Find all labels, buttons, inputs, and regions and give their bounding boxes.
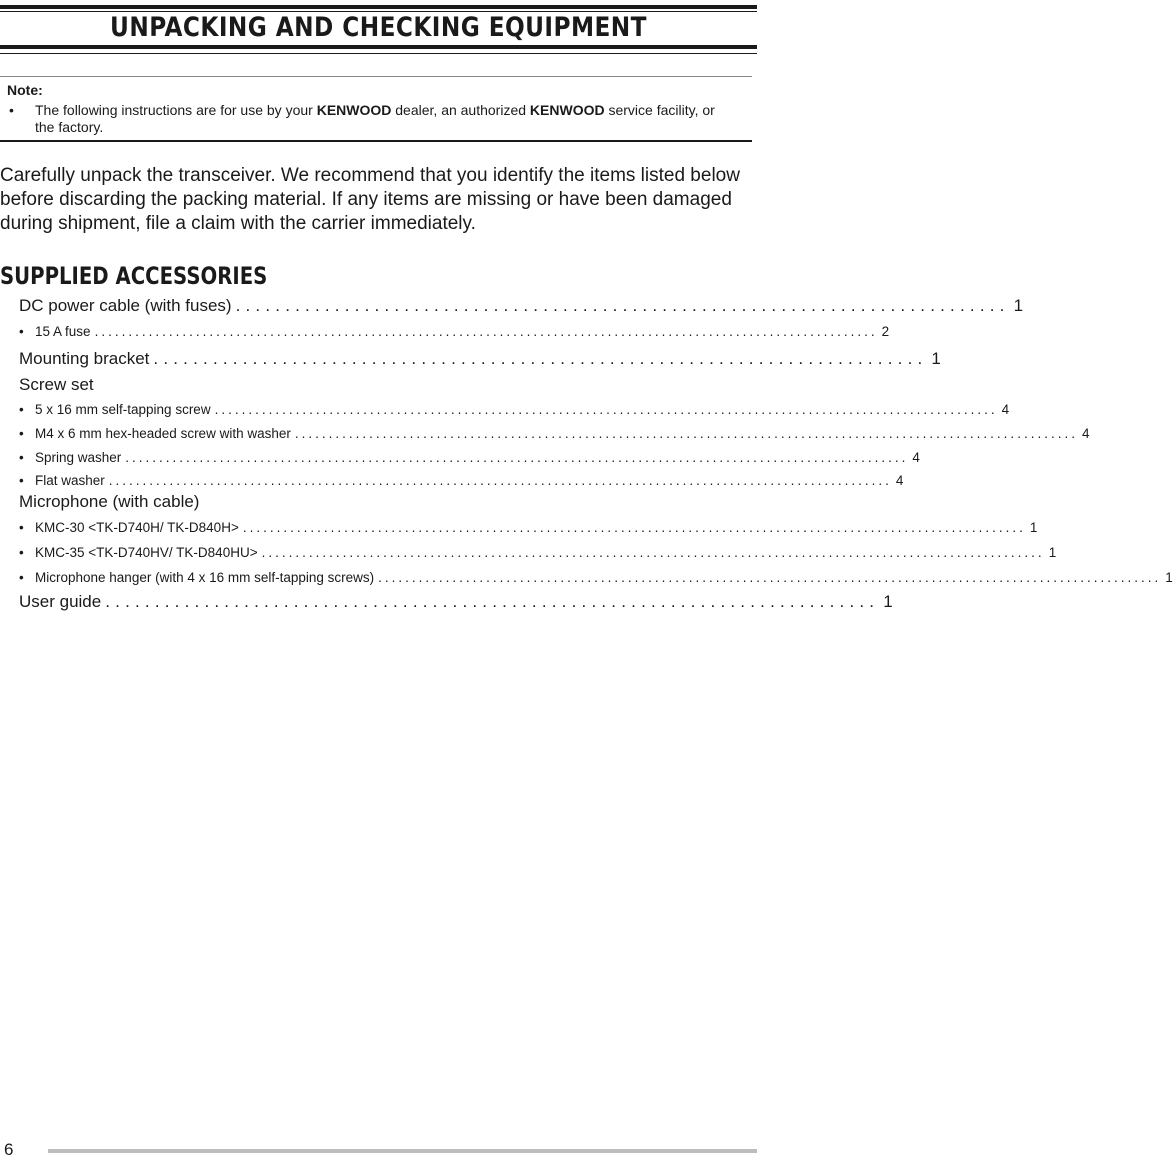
list-item: • KMC-30 <TK-D740H/ TK-D840H> .................................................................................................................... 1 bbox=[19, 520, 1038, 535]
page-title: UNPACKING AND CHECKING EQUIPMENT bbox=[110, 12, 647, 43]
intro-paragraph: Carefully unpack the transceiver. We recommend that you identify the items listed below before discarding the packing material. If any items are missing or have been damaged during shipment, file a claim with the carrier immediately. bbox=[0, 165, 740, 234]
list-item: User guide .............................................................................. 1 bbox=[19, 592, 893, 611]
list-item: • Spring washer .................................................................................................................... 4 bbox=[19, 450, 920, 465]
note-item bbox=[9, 102, 735, 136]
note-text-2: dealer, an authorized bbox=[391, 102, 530, 118]
title-rule-thin bbox=[0, 53, 757, 54]
list-item: Mounting bracket .............................................................................. 1 bbox=[19, 349, 941, 368]
page-number: 6 bbox=[4, 1140, 14, 1159]
title-rule-thick bbox=[0, 45, 757, 49]
list-item: Screw set bbox=[19, 375, 94, 394]
top-rule-thick bbox=[0, 5, 757, 9]
footer-bar bbox=[48, 1149, 757, 1153]
section-heading: SUPPLIED ACCESSORIES bbox=[0, 262, 268, 290]
note-box bbox=[0, 76, 752, 142]
bullet-icon: • bbox=[9, 102, 14, 118]
list-item: • Flat washer .................................................................................................................... 4 bbox=[19, 473, 904, 488]
list-item: • 5 x 16 mm self-tapping screw .................................................................................................................... 4 bbox=[19, 402, 1010, 417]
note-heading: Note: bbox=[7, 82, 43, 98]
note-text-3: service facility, or the factory. bbox=[35, 102, 715, 135]
note-text-1: The following instructions are for use by your bbox=[35, 102, 317, 118]
list-item: Microphone (with cable) bbox=[19, 492, 200, 511]
list-item: DC power cable (with fuses) .............................................................................. 1 bbox=[19, 296, 1024, 315]
list-item: • M4 x 6 mm hex-headed screw with washer .................................................................................................................... 4 bbox=[19, 426, 1090, 441]
list-item: • KMC-35 <TK-D740HV/ TK-D840HU> .................................................................................................................... 1 bbox=[19, 545, 1057, 560]
list-item: • Microphone hanger (with 4 x 16 mm self-tapping screws) .................................................................................................................... 1 bbox=[19, 570, 1173, 585]
note-brand-1: KENWOOD bbox=[316, 102, 392, 118]
list-item: • 15 A fuse .................................................................................................................... 2 bbox=[19, 324, 890, 339]
note-brand-2: KENWOOD bbox=[529, 102, 605, 118]
